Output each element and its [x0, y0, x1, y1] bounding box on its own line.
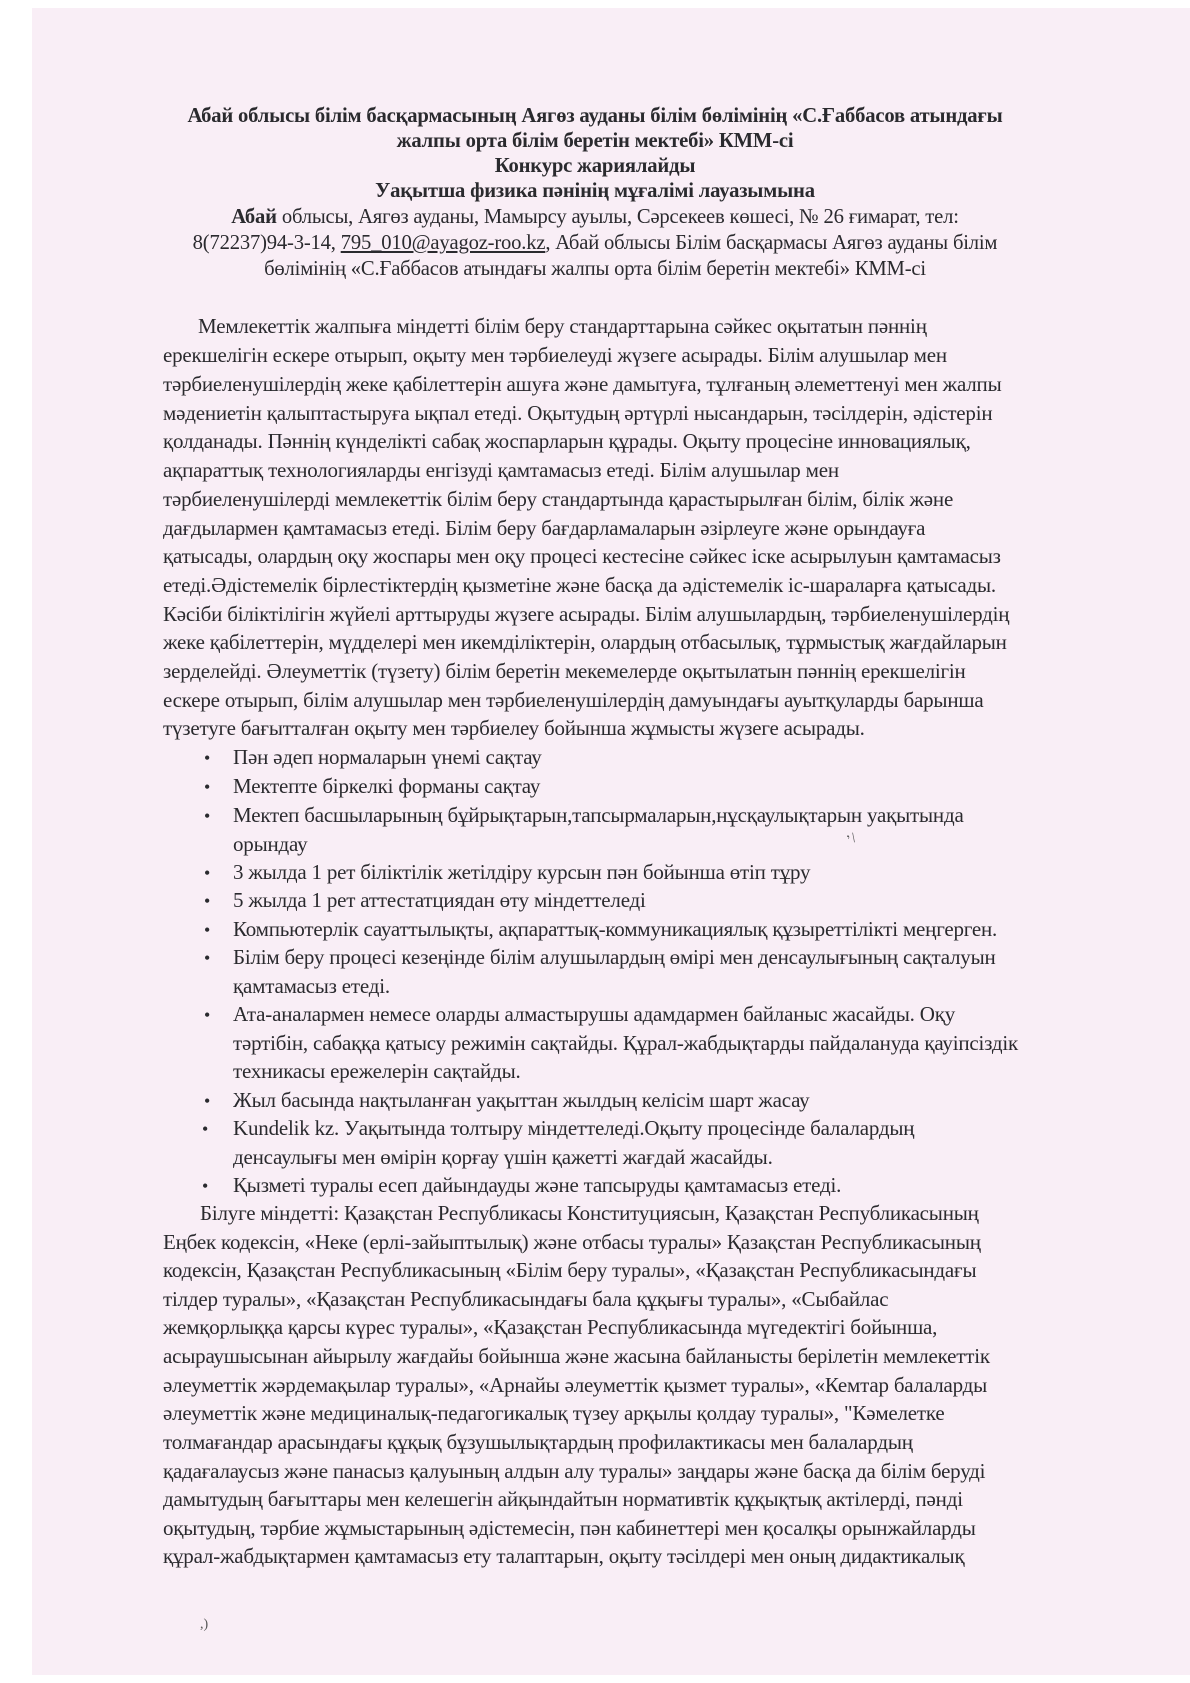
paragraph1-line: қолданады. Пәннің күнделікті сабақ жоспарларын құрады. Оқыту процесіне инновациялық, [163, 429, 971, 453]
paragraph1-line: ақпараттық технологияларды енгізуді қамтамасыз етеді. Білім алушылар мен [163, 458, 839, 482]
margin-mark: ,) [200, 1617, 209, 1632]
paragraph1-line: ескере отырып, білім алушылар мен тәрбиеленушілердің дамуындағы ауытқуларды барынша [163, 688, 984, 712]
paragraph2-line: оқытудың, тәрбие жұмыстарының әдістемесін, пән кабинеттері мен қосалқы орынжайларды [163, 1516, 976, 1540]
address-line1 [10, 203, 1180, 229]
paragraph2-line: асыраушысынан айырылу жағдайы бойынша және жасына байланысты берілетін мемлекеттік [163, 1344, 990, 1368]
bullet-icon: • [204, 948, 211, 968]
paragraph1-line: етеді.Әдістемелік бірлестіктердің қызметіне және басқа да әдістемелік іс-шараларға қатысады. [163, 573, 996, 597]
bullet-icon: • [204, 1091, 211, 1111]
pen-mark: ʼ/ [844, 830, 860, 849]
paragraph2-line: толмағандар арасындағы құқық бұзушылықтардың профилактикасы мен балалардың [163, 1430, 913, 1454]
bullet-text-line: Пән әдеп нормаларын үнемі сақтау [233, 745, 542, 769]
bullet-icon: • [204, 748, 211, 768]
paragraph1-line: зерделейді. Әлеуметтік (түзету) білім беретін мекемелерде оқытылатын пәннің ерекшелігін [163, 659, 966, 683]
bullet-icon: • [204, 777, 211, 797]
bullet-text-line: Ата-аналармен немесе оларды алмастырушы адамдармен байланыс жасайды. Оқу [233, 1002, 956, 1026]
address-line2-text: , Абай облысы Білім басқармасы Аягөз ауданы білім [545, 230, 998, 254]
paragraph2-line: жемқорлыққа қарсы күрес туралы», «Қазақстан Республикасында мүгедектігі бойынша, [163, 1315, 938, 1339]
paragraph2-line: Білуге міндетті: Қазақстан Республикасы Конституциясын, Қазақстан Республикасының [200, 1201, 979, 1225]
header-position: Уақытша физика пәнінің мұғалімі лауазымына [375, 178, 815, 202]
paragraph2-line: әлеуметтік жәрдемақылар туралы», «Арнайы әлеуметтік қызмет туралы», «Кемтар балаларды [163, 1373, 988, 1397]
address-region-bold: Абай [231, 204, 277, 228]
paragraph1-line: түзетуге бағытталған оқыту мен тәрбиелеу бойынша жұмысты жүзеге асырады. [163, 716, 865, 740]
bullet-icon: • [204, 891, 211, 911]
bullet-icon: • [204, 920, 211, 940]
bullet-icon: • [202, 1119, 209, 1139]
address-line3: бөлімінің «С.Ғаббасов атындағы жалпы орта білім беретін мектебі» КММ-сі [264, 256, 926, 280]
bullet-icon: • [204, 863, 211, 883]
bullet-text-line: Мектепте біркелкі форманы сақтау [233, 774, 541, 798]
bullet-text-line: Компьютерлік сауаттылықты, ақпараттық-коммуникациялық құзыреттілікті меңгерген. [233, 917, 998, 941]
header-title-line2: жалпы орта білім беретін мектебі» КММ-сі [396, 128, 794, 152]
bullet-text-line: денсаулығы мен өмірін қорғау үшін қажетті жағдай жасайды. [233, 1145, 773, 1169]
paragraph1-line: Кәсіби біліктілігін жүйелі арттыруды жүзеге асырады. Білім алушылардың, тәрбиеленушілердің [163, 602, 1010, 626]
bullet-text-line: орындау [233, 832, 308, 856]
bullet-text-line: техникасы ережелерін сақтайды. [233, 1059, 521, 1083]
bullet-text-line: Мектеп басшыларының бұйрықтарын,тапсырмаларын,нұсқаулықтарын уақытында [233, 803, 964, 827]
bullet-text-line: Kundelik kz. Уақытында толтыру міндеттеледі.Оқыту процесінде балалардың [233, 1116, 915, 1140]
address-line2 [10, 229, 1180, 255]
paragraph1-line: ерекшелігін ескере отырып, оқыту мен тәрбиелеуді жүзеге асырады. Білім алушылар мен [163, 343, 947, 367]
paragraph1-line: тәрбиеленушілердің жеке қабілеттерін ашуға және дамытуға, тұлғаның әлеметтенуі мен жалпы [163, 372, 1002, 396]
paragraph2-line: тілдер туралы», «Қазақстан Республикасындағы бала құқығы туралы», «Сыбайлас [163, 1287, 889, 1311]
address-text: облысы, Аягөз ауданы, Мамырсу ауылы, Сәрсекеев көшесі, № 26 ғимарат, тел: [276, 204, 959, 228]
bullet-text-line: 5 жылда 1 рет аттестатциядан өту міндеттеледі [233, 888, 646, 912]
paragraph1-line: тәрбиеленушілерді мемлекеттік білім беру стандартында қарастырылған білім, білік және [163, 487, 954, 511]
bullet-text-line: қамтамасыз етеді. [233, 974, 390, 998]
phone-number: 8(72237)94-3-14, [192, 230, 341, 254]
paragraph2-line: дамытудың бағыттары мен келешегін айқындайтын нормативтік құқықтық актілерді, пәнді [163, 1487, 963, 1511]
bullet-text-line: 3 жылда 1 рет біліктілік жетілдіру курсын пән бойынша өтіп тұру [233, 860, 811, 884]
paragraph1-line: дағдылармен қамтамасыз етеді. Білім беру бағдарламаларын әзірлеуге және орындауға [163, 516, 926, 540]
paragraph1-line: мәдениетін қалыптастыруға ықпал етеді. Оқытудың әртүрлі нысандарын, тәсілдерін, әдістерін [163, 401, 993, 425]
paragraph2-line: әлеуметтік және медициналық-педагогикалық түзеу арқылы қолдау туралы», "Кәмелетке [163, 1401, 945, 1425]
header-title-line1: Абай облысы білім басқармасының Аягөз ауданы білім бөлімінің «С.Ғаббасов атындағы [187, 103, 1003, 127]
bullet-icon: • [204, 806, 211, 826]
email-link[interactable]: 795_010@ayagoz-roo.kz [340, 230, 546, 254]
paragraph2-line: құрал-жабдықтармен қамтамасыз ету талаптарын, оқыту тәсілдері мен оның дидактикалық [163, 1544, 965, 1568]
paragraph2-line: қадағалаусыз және панасыз қалуының алдын алу туралы» заңдары және басқа да білім беруді [163, 1459, 986, 1483]
bullet-icon: • [204, 1005, 211, 1025]
header-announcement: Конкурс жариялайды [494, 153, 696, 177]
paragraph1-line: жеке қабілеттерін, мүдделері мен икемділіктерін, олардың отбасылық, тұрмыстық жағдайларын [163, 630, 1007, 654]
bullet-text-line: Білім беру процесі кезеңінде білім алушылардың өмірі мен денсаулығының сақталуын [233, 945, 996, 969]
bullet-text-line: тәртібін, сабаққа қатысу режимін сақтайды. Құрал-жабдықтарды пайдалануда қауіпсіздік [233, 1031, 1018, 1055]
paragraph1-line: Мемлекеттік жалпыға міндетті білім беру стандарттарына сәйкес оқытатын пәннің [198, 314, 927, 338]
bullet-icon: • [202, 1176, 209, 1196]
paragraph1-line: қатысады, олардың оқу жоспары мен оқу процесі кестесіне сәйкес іске асырылуын қамтамасыз [163, 544, 1001, 568]
paragraph2-line: Еңбек кодексін, «Неке (ерлі-зайыптылық) және отбасы туралы» Қазақстан Республикасының [163, 1230, 981, 1254]
bullet-text-line: Жыл басында нақтыланған уақыттан жылдың келісім шарт жасау [233, 1088, 810, 1112]
bullet-text-line: Қызметі туралы есеп дайындауды және тапсыруды қамтамасыз етеді. [233, 1173, 842, 1197]
paragraph2-line: кодексін, Қазақстан Республикасының «Білім беру туралы», «Қазақстан Республикасындағы [163, 1258, 977, 1282]
